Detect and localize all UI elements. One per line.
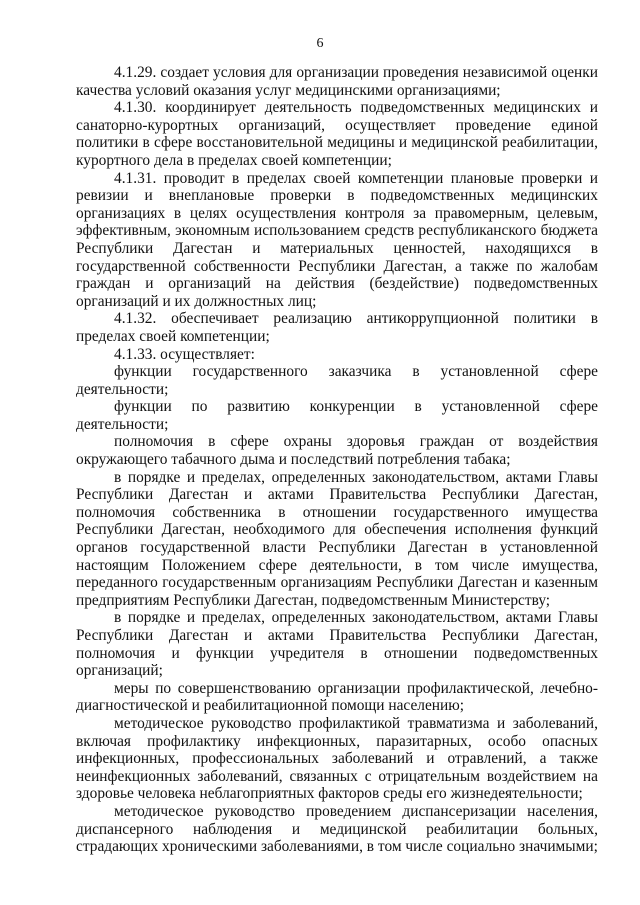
paragraph-4-1-31: 4.1.31. проводит в пределах своей компетенции плановые проверки и ревизии и внеплановые проверки в подведомственных медицинских организациях в целях осуществления контроля за правомерным, целевым, эффективным, экономным использованием средств республиканского бюджета Республики Дагестан и материальных ценностей, находящихся в государственной собственности Республики Дагестан, а также по жалобам граждан и организаций на действия (бездействие) подведомственных организаций и их должностных лиц; <box>76 169 598 310</box>
paragraph-4-1-33: 4.1.33. осуществляет: <box>114 345 255 363</box>
list-item-customer-functions: функции государственного заказчика в установленной сфере деятельности; <box>76 363 598 398</box>
list-item-owner-powers: в порядке и пределах, определенных законодательством, актами Главы Республики Дагестан и актами Правительства Республики Дагестан, полномочия собственника в отношении государственного имущества Республики Дагестан, необходимого для обеспечения исполнения функций органов государственной власти Республики Дагестан в установленной настоящим Положением сфере деятельности, в том числе имущества, переданного государственным организациям Республики Дагестан и казенным предприятиям Республики Дагестан, подведомственным Министерству; <box>76 468 598 609</box>
list-item-tobacco-protection: полномочия в сфере охраны здоровья граждан от воздействия окружающего табачного дыма и последствий потребления табака; <box>76 433 598 469</box>
list-item-dispensary-guidance: методическое руководство проведением диспансеризации населения, диспансерного наблюдения и медицинской реабилитации больных, страдающих хроническими заболеваниями, в том числе социально значимыми; <box>76 802 598 856</box>
page-number: 6 <box>316 36 324 51</box>
list-item-competition-functions: функции по развитию конкуренции в установленной сфере деятельности; <box>76 398 598 433</box>
list-item-injury-prevention-guidance: методическое руководство профилактикой травматизма и заболеваний, включая профилактику инфекционных, паразитарных, особо опасных инфекционных, профессиональных заболеваний и отравлений, а также неинфекционных заболеваний, связанных с отрицательным воздействием на здоровье человека неблагоприятных факторов среды его жизнедеятельности; <box>76 714 598 803</box>
list-item-care-improvement: меры по совершенствованию организации профилактической, лечебно-диагностической и реабилитационной помощи населению; <box>76 679 598 715</box>
list-item-founder-powers: в порядке и пределах, определенных законодательством, актами Главы Республики Дагестан и актами Правительства Республики Дагестан, полномочия и функции учредителя в отношении подведомственных организаций; <box>76 609 598 680</box>
paragraph-4-1-30: 4.1.30. координирует деятельность подведомственных медицинских и санаторно-курортных организаций, осуществляет проведение единой политики в сфере восстановительной медицины и медицинской реабилитации, курортного дела в пределах своей компетенции; <box>76 99 598 169</box>
document-body <box>76 64 598 856</box>
paragraph-4-1-29: 4.1.29. создает условия для организации проведения независимой оценки качества условий оказания услуг медицинскими организациями; <box>76 64 598 99</box>
paragraph-4-1-32: 4.1.32. обеспечивает реализацию антикоррупционной политики в пределах своей компетенции; <box>76 310 598 345</box>
